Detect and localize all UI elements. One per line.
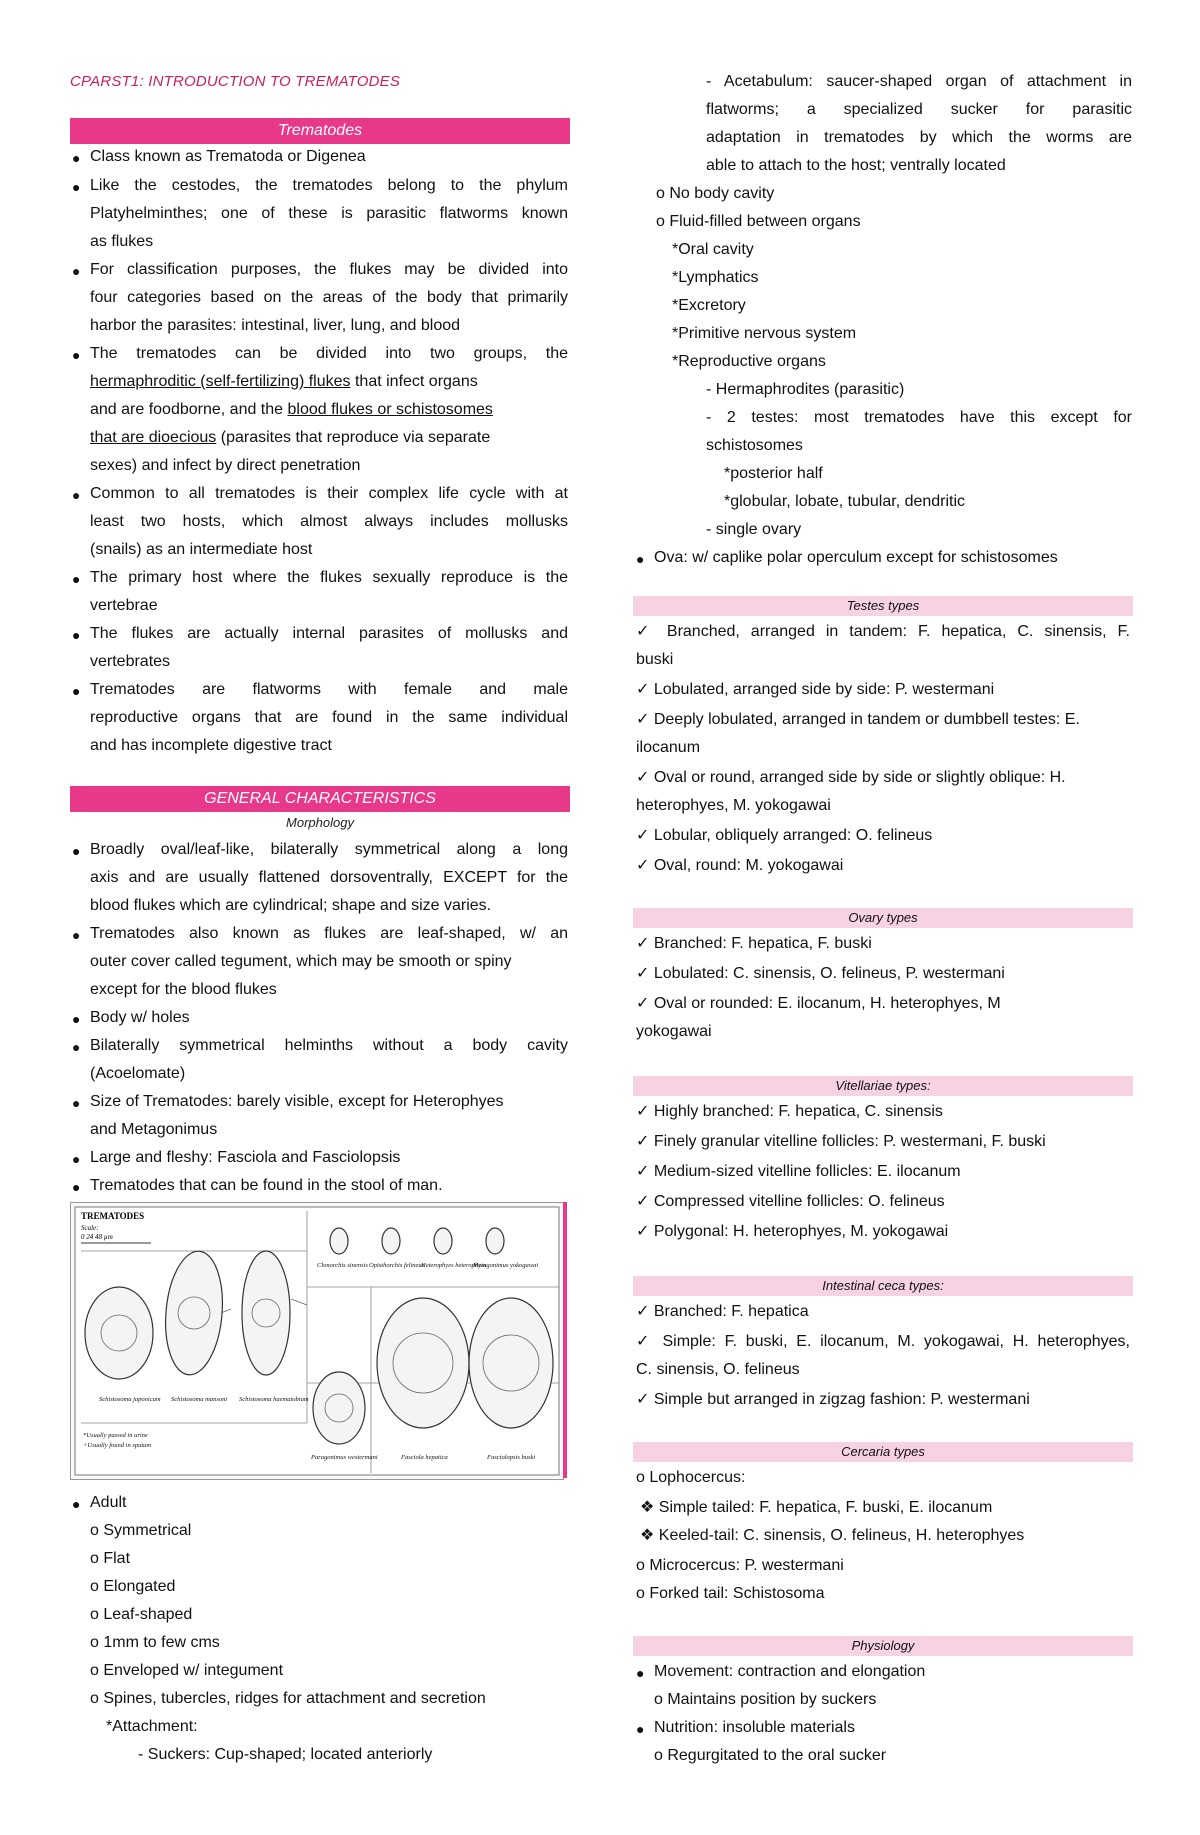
text-line: - single ovary — [706, 521, 802, 538]
figure-footnote: *Usually passed in urine — [83, 1432, 148, 1439]
bullet-icon: ● — [72, 927, 81, 943]
text-line: The trematodes can be divided into two groups, the — [90, 345, 568, 362]
text-line: o Lophocercus: — [636, 1469, 746, 1486]
text-line: ✓ Lobulated: C. sinensis, O. felineus, P. westermani — [636, 965, 1005, 982]
figure-label: Fasciola hepatica — [401, 1454, 448, 1461]
bullet-icon: ● — [72, 843, 81, 859]
bullet-icon: ● — [72, 1011, 81, 1027]
bullet-icon: ● — [72, 179, 81, 195]
text-line: o Regurgitated to the oral sucker — [654, 1747, 887, 1764]
text-line: outer cover called tegument, which may be smooth or spiny — [90, 953, 512, 970]
text-line — [90, 400, 493, 420]
bullet-icon: ● — [72, 487, 81, 503]
bullet-icon: ● — [72, 1039, 81, 1055]
text-fragment: (parasites that reproduce via separate — [216, 429, 491, 446]
text-line: *Attachment: — [106, 1718, 198, 1735]
bullet-icon: ● — [72, 683, 81, 699]
text-line: o Forked tail: Schistosoma — [636, 1585, 825, 1602]
figure-scale-ticks: 0 24 48 µm — [81, 1233, 113, 1241]
text-line: o Symmetrical — [90, 1522, 192, 1539]
text-line: schistosomes — [706, 437, 803, 454]
text-line: o Leaf-shaped — [90, 1606, 193, 1623]
text-line: Ova: w/ caplike polar operculum except for schistosomes — [654, 549, 1058, 566]
text-line: - Hermaphrodites (parasitic) — [706, 381, 905, 398]
text-line: o Microcercus: P. westermani — [636, 1557, 844, 1574]
bullet-icon: ● — [72, 1496, 81, 1512]
text-line: ✓ Medium-sized vitelline follicles: E. ilocanum — [636, 1163, 961, 1180]
text-line: ✓ Simple: F. buski, E. ilocanum, M. yokogawai, H. heterophyes, — [636, 1333, 1130, 1350]
underlined-term: hermaphroditic (self-fertilizing) flukes — [90, 373, 351, 390]
text-line: For classification purposes, the flukes may be divided into — [90, 261, 568, 278]
text-line: ✓ Highly branched: F. hepatica, C. sinensis — [636, 1103, 943, 1120]
text-fragment: and are foodborne, and the — [90, 401, 288, 418]
bullet-icon: ● — [72, 263, 81, 279]
figure-label: Heterophyes heterophyes — [421, 1262, 487, 1269]
text-line: Adult — [90, 1494, 127, 1511]
text-line: and has incomplete digestive tract — [90, 737, 332, 754]
text-line: *Lymphatics — [672, 269, 759, 286]
text-line: ✓ Polygonal: H. heterophyes, M. yokogawai — [636, 1223, 949, 1240]
text-line: *posterior half — [724, 465, 823, 482]
bullet-icon: ● — [72, 627, 81, 643]
figure-footnote: +Usually found in sputum — [83, 1442, 152, 1449]
text-line: ✓ Deeply lobulated, arranged in tandem or dumbbell testes: E. — [636, 711, 1080, 728]
bullet-icon: ● — [72, 1179, 81, 1195]
ovary-types-header: Ovary types — [633, 908, 1133, 928]
text-line: - 2 testes: most trematodes have this except for — [706, 409, 1132, 426]
text-line: Movement: contraction and elongation — [654, 1663, 926, 1680]
bullet-icon: ● — [72, 150, 81, 166]
text-line: The flukes are actually internal parasites of mollusks and — [90, 625, 568, 642]
trematode-eggs-figure — [70, 1202, 564, 1480]
text-line: Platyhelminthes; one of these is parasitic flatworms known — [90, 205, 568, 222]
text-line: vertebrae — [90, 597, 158, 614]
document-title: CPARST1: INTRODUCTION TO TREMATODES — [70, 73, 401, 90]
text-line: sexes) and infect by direct penetration — [90, 457, 361, 474]
morphology-subheader: Morphology — [286, 815, 354, 830]
text-line: C. sinensis, O. felineus — [636, 1361, 800, 1378]
text-line: o Fluid-filled between organs — [656, 213, 861, 230]
text-line: o Elongated — [90, 1578, 176, 1595]
text-line: Nutrition: insoluble materials — [654, 1719, 855, 1736]
bullet-icon: ● — [72, 1151, 81, 1167]
bullet-icon: ● — [72, 347, 81, 363]
text-line: Trematodes are flatworms with female and male — [90, 681, 568, 698]
figure-label: Schistosoma mansoni — [171, 1396, 228, 1403]
trematodes-header: Trematodes — [70, 118, 570, 144]
figure-label: Schistosoma japonicum — [99, 1396, 161, 1403]
text-line: yokogawai — [636, 1023, 712, 1040]
text-line: - Suckers: Cup-shaped; located anteriorly — [138, 1746, 433, 1763]
text-line: ✓ Branched, arranged in tandem: F. hepatica, C. sinensis, F. — [636, 623, 1130, 640]
text-line: adaptation in trematodes by which the worms are — [706, 129, 1132, 146]
text-line: blood flukes which are cylindrical; shape and size varies. — [90, 897, 492, 914]
underlined-term: that are dioecious — [90, 429, 217, 446]
text-line: *Reproductive organs — [672, 353, 826, 370]
text-line: reproductive organs that are found in the same individual — [90, 709, 568, 726]
text-line: Broadly oval/leaf-like, bilaterally symmetrical along a long — [90, 841, 568, 858]
figure-edge-mark — [563, 1202, 567, 1478]
text-line: ❖ Simple tailed: F. hepatica, F. buski, E. ilocanum — [640, 1499, 993, 1516]
trematode-eggs-drawing — [71, 1203, 563, 1479]
text-line: Body w/ holes — [90, 1009, 190, 1026]
text-line: ✓ Branched: F. hepatica — [636, 1303, 809, 1320]
text-line: and Metagonimus — [90, 1121, 218, 1138]
bullet-icon: ● — [636, 1665, 645, 1681]
text-line: ❖ Keeled-tail: C. sinensis, O. felineus, H. heterophyes — [640, 1527, 1025, 1544]
text-line: ✓ Simple but arranged in zigzag fashion: P. westermani — [636, 1391, 1030, 1408]
text-line: ✓ Branched: F. hepatica, F. buski — [636, 935, 872, 952]
text-line: Class known as Trematoda or Digenea — [90, 148, 366, 165]
text-line: except for the blood flukes — [90, 981, 277, 998]
figure-label: Fasciolopsis buski — [487, 1454, 536, 1461]
text-line: ✓ Finely granular vitelline follicles: P. westermani, F. buski — [636, 1133, 1046, 1150]
vitellariae-types-header: Vitellariae types: — [633, 1076, 1133, 1096]
text-line: ✓ Oval, round: M. yokogawai — [636, 857, 844, 874]
text-line: least two hosts, which almost always includes mollusks — [90, 513, 568, 530]
figure-label: Metagonimus yokogawai — [473, 1262, 539, 1269]
text-line: harbor the parasites: intestinal, liver, lung, and blood — [90, 317, 461, 334]
text-line: o Maintains position by suckers — [654, 1691, 877, 1708]
bullet-icon: ● — [636, 1721, 645, 1737]
text-line: axis and are usually flattened dorsoventrally, EXCEPT for the — [90, 869, 568, 886]
text-line: The primary host where the flukes sexually reproduce is the — [90, 569, 568, 586]
figure-label: Paragonimus westermani — [311, 1454, 378, 1461]
text-line: ✓ Oval or round, arranged side by side or slightly oblique: H. — [636, 769, 1066, 786]
text-line: (snails) as an intermediate host — [90, 541, 313, 558]
text-line: ✓ Compressed vitelline follicles: O. felineus — [636, 1193, 945, 1210]
text-line: flatworms; a specialized sucker for parasitic — [706, 101, 1132, 118]
text-line: Large and fleshy: Fasciola and Fasciolopsis — [90, 1149, 401, 1166]
text-line: Like the cestodes, the trematodes belong to the phylum — [90, 177, 568, 194]
text-line: ✓ Lobular, obliquely arranged: O. felineus — [636, 827, 933, 844]
text-line: o Enveloped w/ integument — [90, 1662, 284, 1679]
general-characteristics-header: GENERAL CHARACTERISTICS — [70, 786, 570, 812]
text-line: o 1mm to few cms — [90, 1634, 220, 1651]
text-line: (Acoelomate) — [90, 1065, 186, 1082]
text-line: Size of Trematodes: barely visible, except for Heterophyes — [90, 1093, 504, 1110]
physiology-header: Physiology — [633, 1636, 1133, 1656]
text-line: vertebrates — [90, 653, 171, 670]
text-line: able to attach to the host; ventrally located — [706, 157, 1006, 174]
intestinal-ceca-header: Intestinal ceca types: — [633, 1276, 1133, 1296]
bullet-icon: ● — [72, 571, 81, 587]
text-line: ilocanum — [636, 739, 701, 756]
bullet-icon: ● — [72, 1095, 81, 1111]
figure-label: Opisthorchis felineus — [369, 1262, 425, 1269]
testes-types-header: Testes types — [633, 596, 1133, 616]
text-line — [90, 372, 478, 392]
text-line: *Primitive nervous system — [672, 325, 857, 342]
text-line: buski — [636, 651, 674, 668]
figure-scale-label: Scale: — [81, 1224, 99, 1232]
text-line: o Flat — [90, 1550, 131, 1567]
text-line: Trematodes also known as flukes are leaf-shaped, w/ an — [90, 925, 568, 942]
text-line: - Acetabulum: saucer-shaped organ of attachment in — [706, 73, 1132, 90]
text-line: o No body cavity — [656, 185, 775, 202]
text-line: o Spines, tubercles, ridges for attachment and secretion — [90, 1690, 486, 1707]
text-line: *Excretory — [672, 297, 746, 314]
text-line: ✓ Lobulated, arranged side by side: P. westermani — [636, 681, 995, 698]
text-line: Trematodes that can be found in the stool of man. — [90, 1177, 443, 1194]
text-line: Bilaterally symmetrical helminths without a body cavity — [90, 1037, 568, 1054]
text-line: ✓ Oval or rounded: E. ilocanum, H. heterophyes, M — [636, 995, 1001, 1012]
text-line — [90, 428, 490, 448]
figure-title: TREMATODES — [81, 1211, 145, 1221]
text-line: heterophyes, M. yokogawai — [636, 797, 831, 814]
bullet-icon: ● — [636, 551, 645, 567]
text-line: Common to all trematodes is their complex life cycle with at — [90, 485, 568, 502]
text-fragment: that infect organs — [350, 373, 478, 390]
figure-label: Schistosoma haematobium — [239, 1396, 309, 1403]
text-line: *Oral cavity — [672, 241, 754, 258]
text-line: *globular, lobate, tubular, dendritic — [724, 493, 966, 510]
cercaria-types-header: Cercaria types — [633, 1442, 1133, 1462]
text-line: as flukes — [90, 233, 154, 250]
figure-label: Clonorchis sinensis — [317, 1262, 368, 1269]
underlined-term: blood flukes or schistosomes — [287, 401, 493, 418]
text-line: four categories based on the areas of the body that primarily — [90, 289, 568, 306]
